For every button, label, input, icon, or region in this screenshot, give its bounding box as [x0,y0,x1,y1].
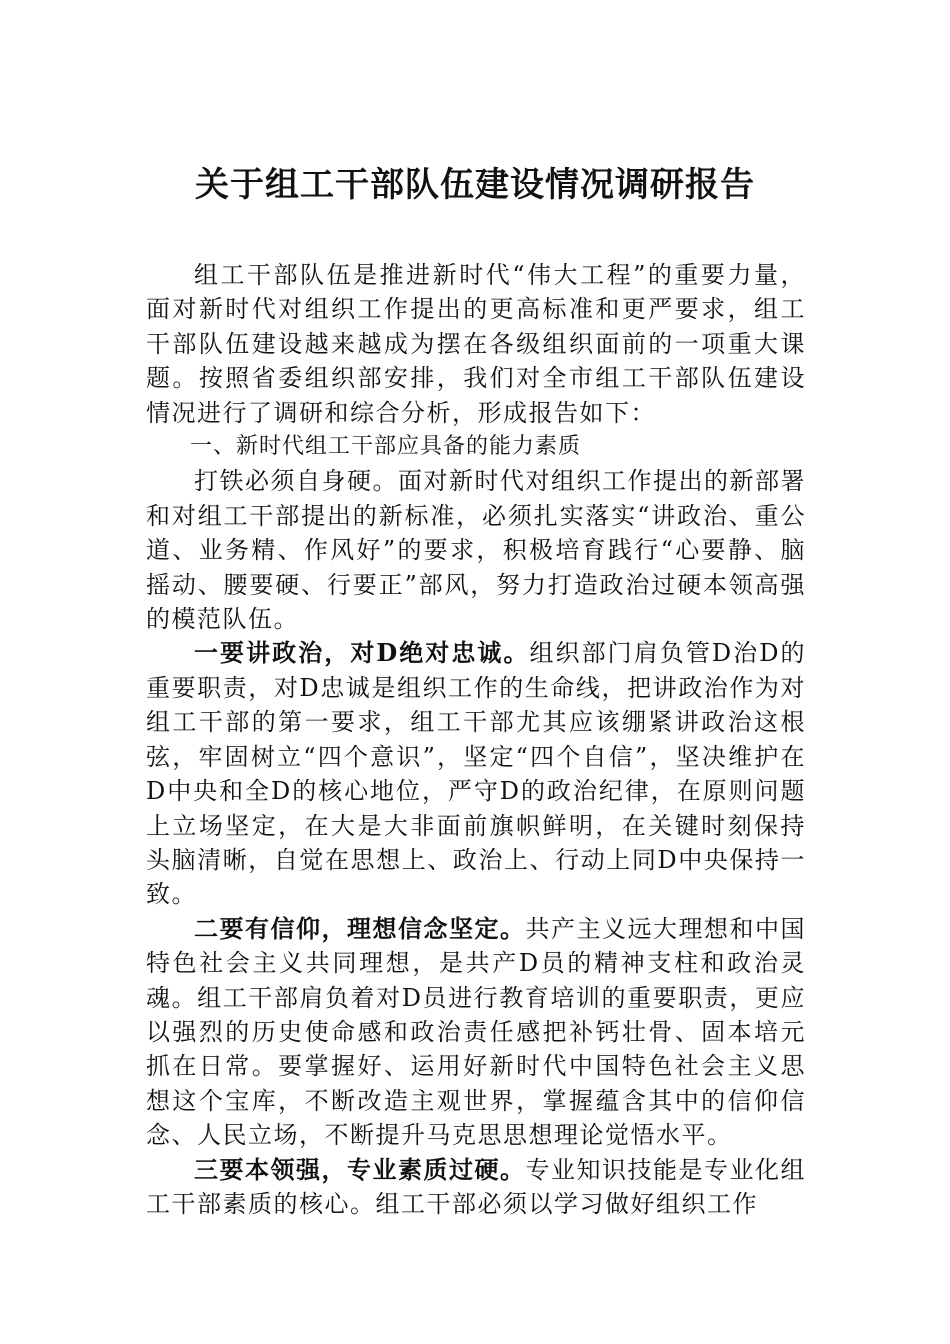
intro-paragraph: 组工干部队伍是推进新时代“伟大工程”的重要力量，面对新时代对组织工作提出的更高标准和更严要求，组工干部队伍建设越来越成为摆在各级组织面前的一项重大课题。按照省委组织部安排，我们对全市组工干部队伍建设情况进行了调研和综合分析，形成报告如下： [146,261,806,427]
point3-lead: 三要本领强，专业素质过硬。 [194,1154,526,1184]
point2-lead: 二要有信仰，理想信念坚定。 [194,913,526,943]
section-heading-1: 一、新时代组工干部应具备的能力素质 [190,434,582,460]
document-body [146,258,806,1221]
point1-lead: 一要讲政治，对D绝对忠诚。 [194,638,530,668]
point1-text: 组织部门肩负管D治D的重要职责，对D忠诚是组织工作的生命线，把讲政治作为对组工干部的第一要求，组工干部尤其应该绷紧讲政治这根弦，牢固树立“四个意识”，坚定“四个自信”，坚决维护在D中央和全D的核心地位，严守D的政治纪律，在原则问题上立场坚定，在大是大非面前旗帜鲜明，在关键时刻保持头脑清晰，自觉在思想上、政治上、行动上同D中央保持一致。 [146,639,807,909]
point1-paragraph [146,636,806,911]
point2-paragraph [146,912,806,1153]
point2-text: 共产主义远大理想和中国特色社会主义共同理想，是共产D员的精神支柱和政治灵魂。组工干部肩负着对D员进行教育培训的重要职责，更应以强烈的历史使命感和政治责任感把补钙壮骨、固本培元抓在日常。要掌握好、运用好新时代中国特色社会主义思想这个宝库，不断改造主观世界，掌握蕴含其中的信仰信念、人民立场，不断提升马克思思想理论觉悟水平。 [146,914,806,1150]
point3-text: 专业知识技能是专业化组工干部素质的核心。组工干部必须以学习做好组织工作 [146,1155,806,1218]
section1-intro-paragraph: 打铁必须自身硬。面对新时代对组织工作提出的新部署和对组工干部提出的新标准，必须扎实落实“讲政治、重公道、业务精、作风好”的要求，积极培育践行“心要静、脑摇动、腰要硬、行要正”部风，努力打造政治过硬本领高强的模范队伍。 [146,467,806,634]
document-title: 关于组工干部队伍建设情况调研报告 [195,165,755,205]
point3-paragraph [146,1153,806,1222]
